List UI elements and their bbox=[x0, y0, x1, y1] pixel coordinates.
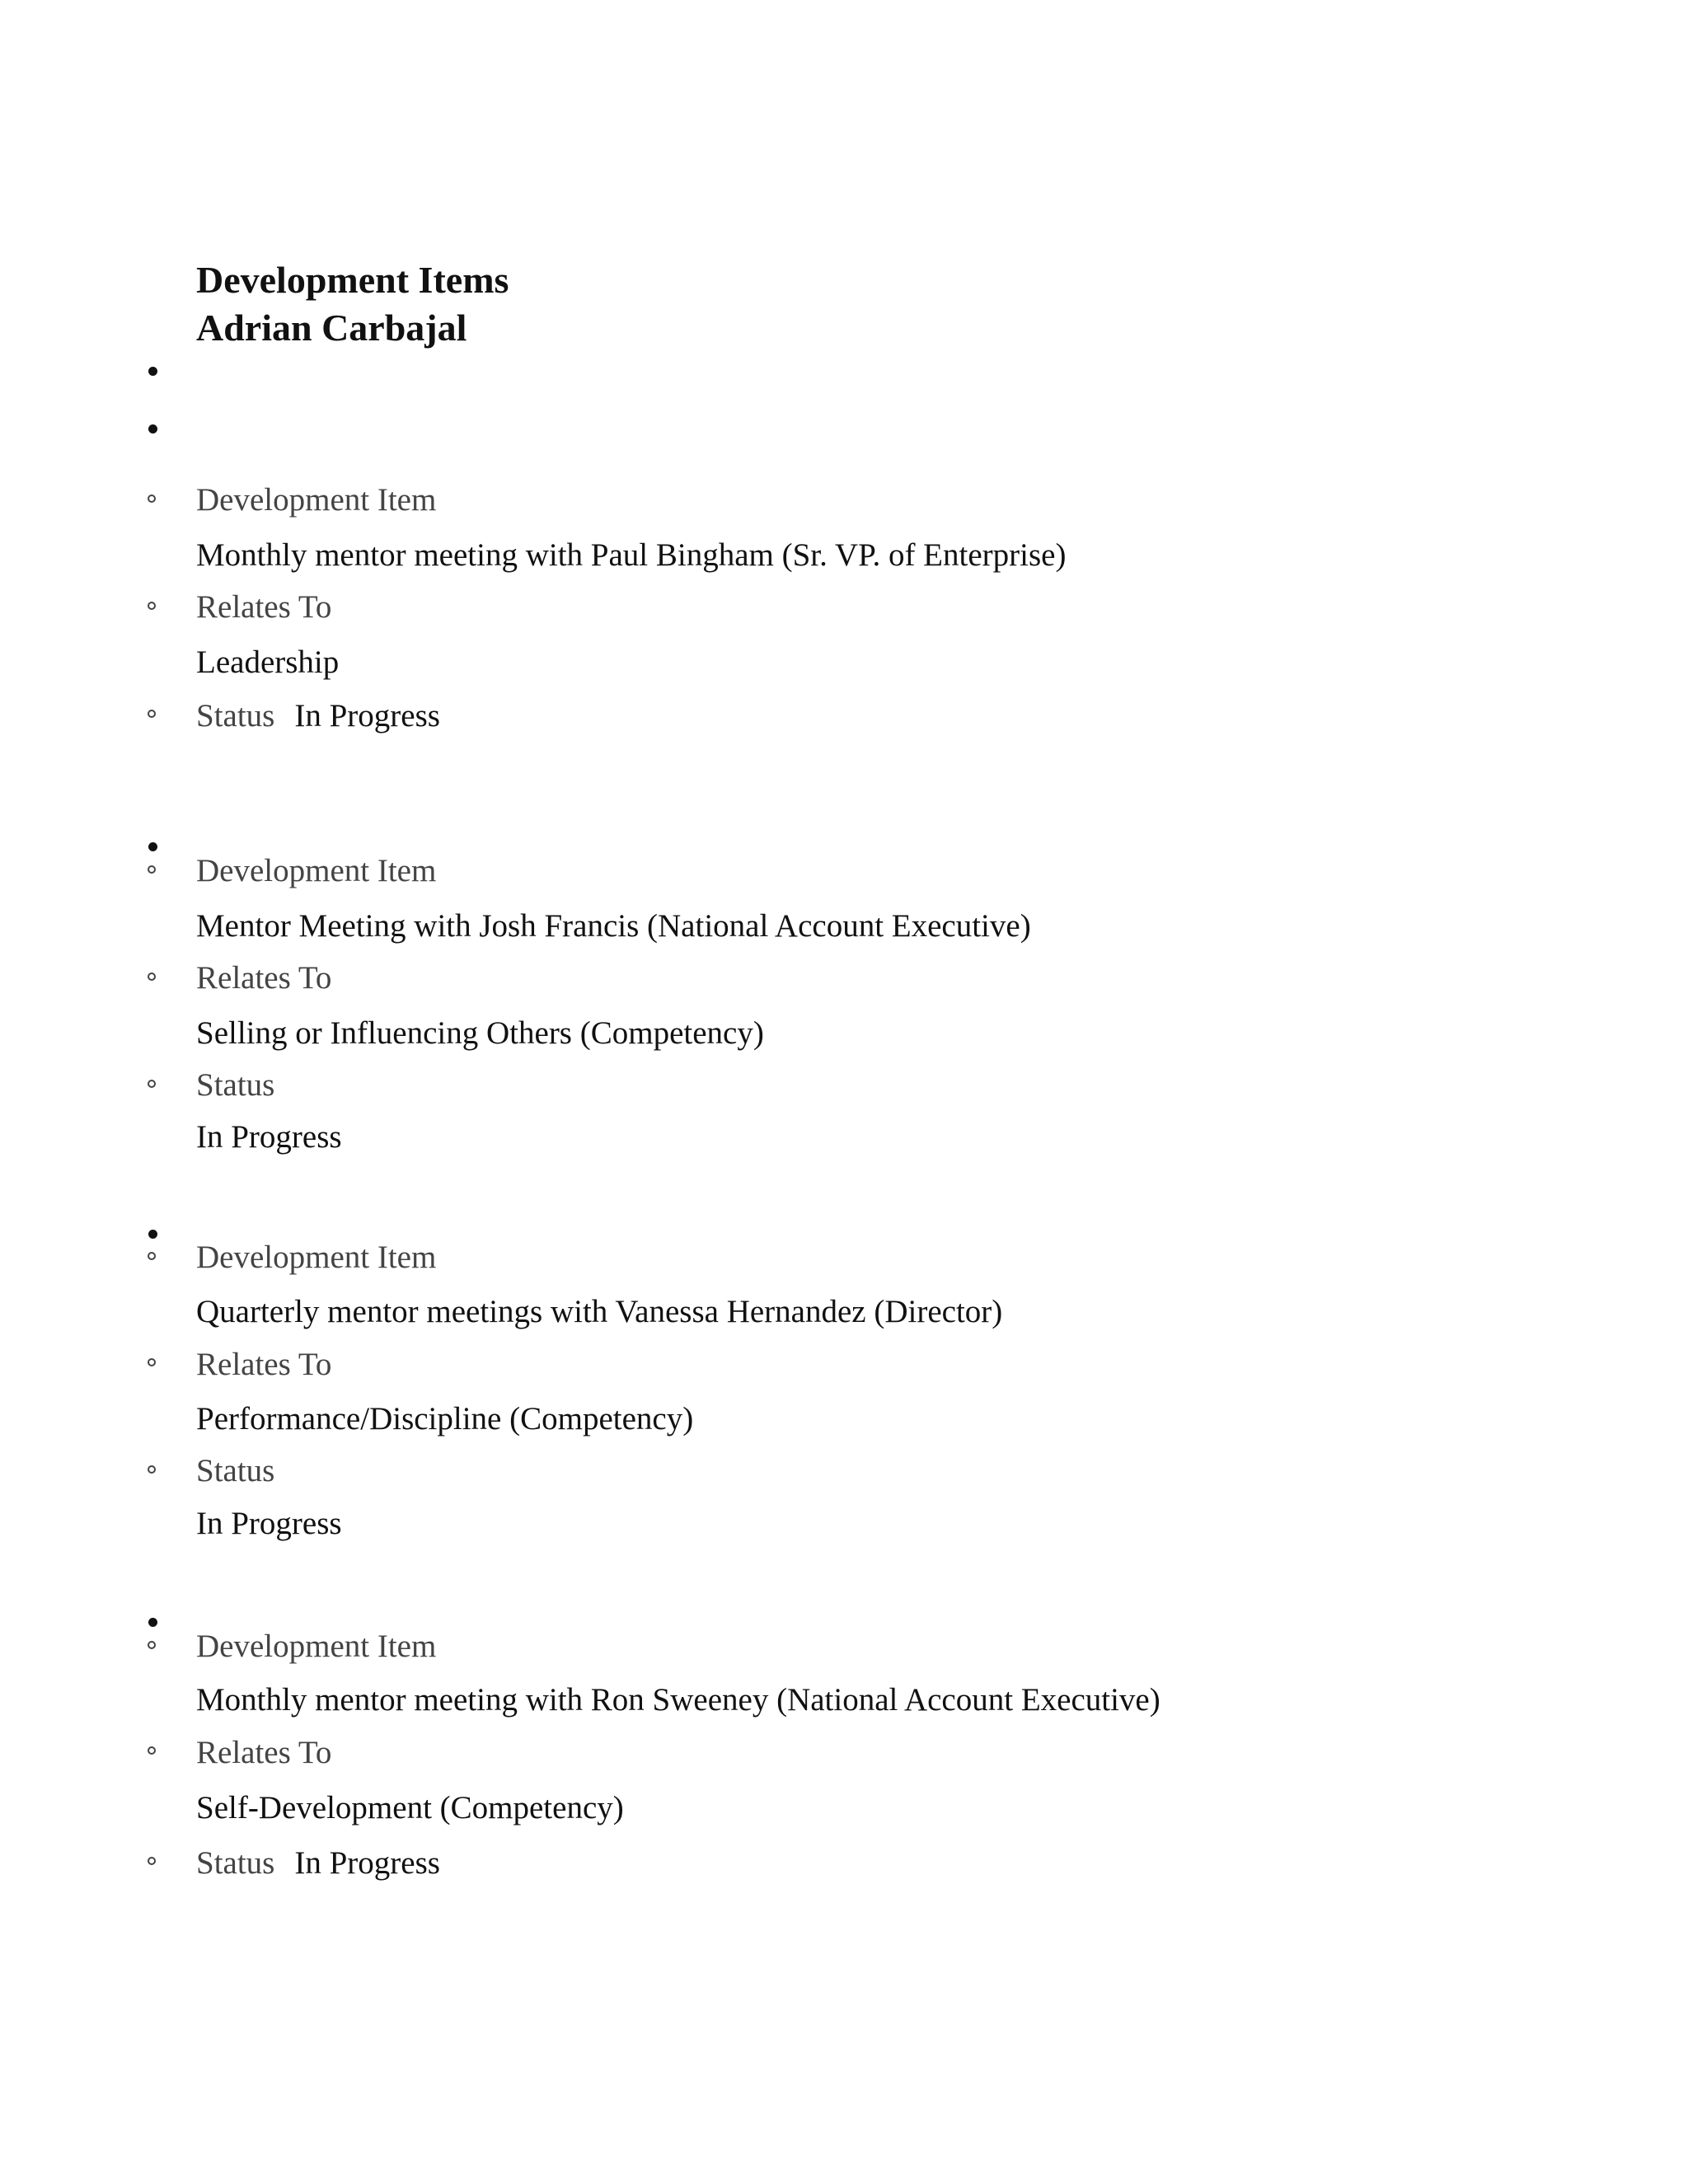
development-item-label: Development Item bbox=[196, 482, 437, 518]
development-item-label: Development Item bbox=[196, 1240, 437, 1275]
development-item-label: Development Item bbox=[196, 1629, 437, 1664]
bullet-circle bbox=[148, 1746, 156, 1755]
bullet-circle bbox=[148, 1358, 156, 1366]
bullet-circle bbox=[148, 1465, 156, 1474]
status-value: In Progress bbox=[196, 1119, 342, 1155]
status-label: Status bbox=[196, 698, 275, 733]
development-item-label: Development Item bbox=[196, 853, 437, 888]
status-label: Status bbox=[196, 1453, 275, 1488]
status-value: In Progress bbox=[196, 1506, 342, 1541]
development-item-value: Mentor Meeting with Josh Francis (National Account Executive) bbox=[196, 908, 1031, 944]
document-title: Development Items bbox=[196, 259, 509, 301]
status-value: In Progress bbox=[294, 698, 440, 733]
bullet-circle bbox=[148, 865, 156, 874]
relates-to-value: Performance/Discipline (Competency) bbox=[196, 1401, 694, 1436]
bullet-circle bbox=[148, 710, 156, 718]
development-item-value: Quarterly mentor meetings with Vanessa Hernandez (Director) bbox=[196, 1294, 1003, 1329]
status-label: Status bbox=[196, 1067, 275, 1103]
status-value: In Progress bbox=[294, 1845, 440, 1881]
relates-to-label: Relates To bbox=[196, 589, 332, 625]
relates-to-value: Leadership bbox=[196, 644, 340, 680]
development-item-value: Monthly mentor meeting with Ron Sweeney (National Account Executive) bbox=[196, 1682, 1160, 1718]
bullet-circle bbox=[148, 1252, 156, 1260]
employee-name: Adrian Carbajal bbox=[196, 307, 467, 349]
bullet-disc bbox=[148, 1618, 157, 1627]
bullet-circle bbox=[148, 602, 156, 610]
status-row bbox=[196, 1844, 440, 1883]
relates-to-label: Relates To bbox=[196, 1347, 332, 1382]
bullet-disc bbox=[148, 842, 157, 851]
bullet-circle bbox=[148, 972, 156, 981]
relates-to-value: Selling or Influencing Others (Competency) bbox=[196, 1015, 764, 1051]
bullet-circle bbox=[148, 1857, 156, 1865]
relates-to-label: Relates To bbox=[196, 1735, 332, 1770]
bullet-disc bbox=[148, 367, 157, 376]
status-row bbox=[196, 696, 440, 736]
relates-to-label: Relates To bbox=[196, 960, 332, 996]
bullet-circle bbox=[148, 1080, 156, 1088]
bullet-circle bbox=[148, 494, 156, 503]
bullet-circle bbox=[148, 1641, 156, 1649]
bullet-disc bbox=[148, 424, 157, 434]
status-label: Status bbox=[196, 1845, 275, 1881]
development-item-value: Monthly mentor meeting with Paul Bingham (Sr. VP. of Enterprise) bbox=[196, 537, 1067, 573]
relates-to-value: Self-Development (Competency) bbox=[196, 1790, 624, 1825]
bullet-disc bbox=[148, 1230, 157, 1239]
